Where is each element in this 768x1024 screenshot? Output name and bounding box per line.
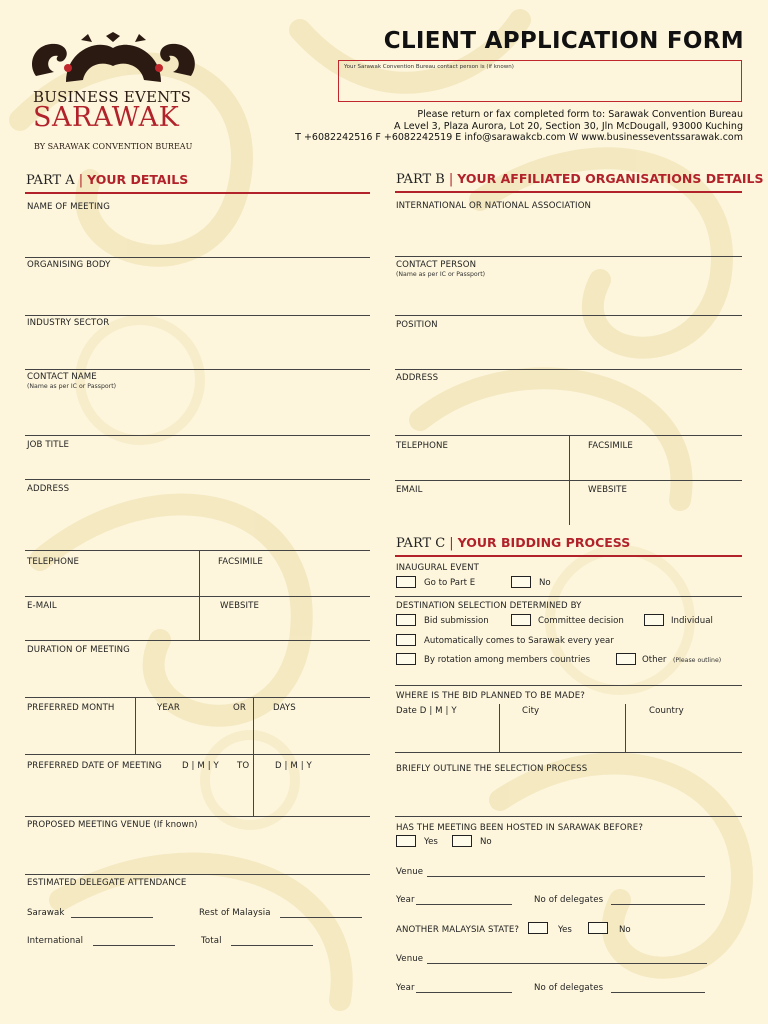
year-c-label: Year [396, 895, 415, 905]
inaugural-go-to-part-e-checkbox[interactable] [396, 576, 416, 588]
or-label: OR [233, 703, 246, 713]
part-c-title: YOUR BIDDING PROCESS [457, 535, 631, 550]
return-instructions: Please return or fax completed form to: Sarawak Convention Bureau [417, 109, 743, 120]
delegates-c-field[interactable] [611, 904, 705, 905]
association-label: INTERNATIONAL OR NATIONAL ASSOCIATION [396, 201, 592, 211]
venue-c-label: Venue [396, 867, 424, 877]
international-label: International [27, 936, 84, 946]
contact-name-note: (Name as per IC or Passport) [27, 383, 117, 390]
year-c-field[interactable] [416, 904, 512, 905]
outline-field[interactable] [395, 816, 742, 817]
logo-line-business-events: BUSINESS EVENTS [33, 88, 192, 106]
part-b-title: YOUR AFFILIATED ORGANISATIONS DETAILS [457, 171, 764, 186]
bid-submission-label: Bid submission [424, 616, 489, 626]
contact-person-field[interactable] [395, 315, 742, 316]
year-c2-field[interactable] [416, 992, 512, 993]
email-label: E-MAIL [27, 601, 57, 611]
where-bid-label: WHERE IS THE BID PLANNED TO BE MADE? [396, 691, 585, 701]
logo-line-bureau: BY SARAWAK CONVENTION BUREAU [34, 142, 193, 151]
part-a-rule [25, 192, 370, 194]
part-c-heading: PART C | YOUR BIDDING PROCESS [396, 535, 631, 551]
job-title-field[interactable] [25, 479, 370, 480]
sarawak-attendance-field[interactable] [71, 917, 153, 918]
another-state-no-checkbox[interactable] [588, 922, 608, 934]
bureau-address: A Level 3, Plaza Aurora, Lot 20, Section 30, Jln McDougall, 93000 Kuching [394, 121, 743, 132]
inaugural-no-checkbox[interactable] [511, 576, 531, 588]
position-field[interactable] [395, 369, 742, 370]
hosted-before-label: HAS THE MEETING BEEN HOSTED IN SARAWAK BEFORE? [396, 823, 643, 833]
delegates-c2-label: No of delegates [534, 983, 604, 993]
inaugural-label: INAUGURAL EVENT [396, 563, 480, 573]
international-attendance-field[interactable] [93, 945, 175, 946]
industry-sector-label: INDUSTRY SECTOR [27, 318, 110, 328]
inaugural-no-label: No [539, 578, 551, 588]
contact-person-box-label: Your Sarawak Convention Bureau contact person is (if known) [344, 64, 514, 70]
year-days-divider [253, 697, 254, 817]
hosted-yes-label: Yes [424, 837, 438, 847]
rest-of-malaysia-field[interactable] [280, 917, 362, 918]
city-country-divider [625, 704, 626, 752]
tel-fax-divider [199, 550, 200, 640]
preferred-date-to-format: D | M | Y [275, 761, 312, 771]
attendance-label: ESTIMATED DELEGATE ATTENDANCE [27, 878, 187, 888]
days-label: DAYS [273, 703, 296, 713]
organising-body-field[interactable] [25, 315, 370, 316]
venue-label: PROPOSED MEETING VENUE (If known) [27, 820, 198, 830]
other-label: Other [642, 655, 667, 665]
date-city-divider [499, 704, 500, 752]
total-attendance-field[interactable] [231, 945, 313, 946]
part-a-heading: PART A | YOUR DETAILS [26, 172, 189, 188]
job-title-label: JOB TITLE [27, 440, 70, 450]
hosted-no-checkbox[interactable] [452, 835, 472, 847]
part-a-label: PART A [26, 173, 75, 188]
preferred-month-field[interactable] [25, 754, 370, 755]
email-website-field[interactable] [25, 640, 370, 641]
logo-emblem [26, 32, 201, 90]
contact-person-label: CONTACT PERSON [396, 260, 477, 270]
sarawak-label: Sarawak [27, 908, 65, 918]
hosted-no-label: No [480, 837, 492, 847]
part-b-rule [395, 191, 742, 193]
bid-date-label: Date D | M | Y [396, 706, 457, 716]
hosted-yes-checkbox[interactable] [396, 835, 416, 847]
b-email-label: EMAIL [396, 485, 423, 495]
b-telephone-facsimile-field[interactable] [395, 480, 742, 481]
committee-decision-checkbox[interactable] [511, 614, 531, 626]
rotation-label: By rotation among members countries [424, 655, 591, 665]
rest-of-malaysia-label: Rest of Malaysia [199, 908, 271, 918]
b-website-label: WEBSITE [588, 485, 628, 495]
part-b-label: PART B [396, 172, 445, 187]
preferred-date-from-format: D | M | Y [182, 761, 219, 771]
b-facsimile-label: FACSIMILE [588, 441, 633, 451]
bid-country-label: Country [649, 706, 684, 716]
b-address-label: ADDRESS [396, 373, 439, 383]
organising-body-label: ORGANISING BODY [27, 260, 111, 270]
committee-decision-label: Committee decision [538, 616, 624, 626]
outline-label: BRIEFLY OUTLINE THE SELECTION PROCESS [396, 764, 588, 774]
delegates-c2-field[interactable] [611, 992, 705, 993]
individual-label: Individual [671, 616, 713, 626]
bid-location-field[interactable] [395, 752, 742, 753]
total-label: Total [201, 936, 222, 946]
year-c2-label: Year [396, 983, 415, 993]
venue-c2-label: Venue [396, 954, 424, 964]
duration-field[interactable] [25, 697, 370, 698]
bid-city-label: City [522, 706, 540, 716]
logo-line-sarawak: SARAWAK [33, 102, 180, 133]
destination-label: DESTINATION SELECTION DETERMINED BY [396, 601, 582, 611]
another-state-yes-checkbox[interactable] [528, 922, 548, 934]
rotation-checkbox[interactable] [396, 653, 416, 665]
industry-sector-field[interactable] [25, 369, 370, 370]
venue-c2-field[interactable] [427, 963, 707, 964]
another-state-no-label: No [619, 925, 631, 935]
year-label: YEAR [157, 703, 180, 713]
facsimile-label: FACSIMILE [218, 557, 263, 567]
other-checkbox[interactable] [616, 653, 636, 665]
delegates-c-label: No of delegates [534, 895, 604, 905]
b-telephone-label: TELEPHONE [396, 441, 449, 451]
preferred-date-field[interactable] [25, 816, 370, 817]
association-field[interactable] [395, 256, 742, 257]
month-year-divider [135, 697, 136, 754]
to-label: TO [237, 761, 250, 771]
address-label: ADDRESS [27, 484, 70, 494]
position-label: POSITION [396, 320, 438, 330]
another-state-label: ANOTHER MALAYSIA STATE? [396, 925, 520, 935]
part-c-label: PART C [396, 536, 446, 551]
address-field[interactable] [25, 550, 370, 551]
contact-person-note: (Name as per IC or Passport) [396, 271, 486, 278]
automatically-checkbox[interactable] [396, 634, 416, 646]
name-of-meeting-field[interactable] [25, 257, 370, 258]
bureau-contacts: T +6082242516 F +6082242519 E info@sarawakcb.com W www.businesseventssarawak.com [295, 132, 743, 143]
inaugural-rule [395, 596, 742, 597]
part-b-heading: PART B | YOUR AFFILIATED ORGANISATIONS DETAILS [396, 171, 764, 187]
contact-name-label: CONTACT NAME [27, 372, 97, 382]
preferred-month-label: PREFERRED MONTH [27, 703, 115, 713]
preferred-date-label: PREFERRED DATE OF MEETING [27, 761, 162, 771]
telephone-facsimile-field[interactable] [25, 596, 370, 597]
go-to-part-e-label: Go to Part E [424, 578, 476, 588]
bid-submission-checkbox[interactable] [396, 614, 416, 626]
part-a-title: YOUR DETAILS [87, 172, 189, 187]
duration-label: DURATION OF MEETING [27, 645, 130, 655]
automatically-label: Automatically comes to Sarawak every year [424, 636, 614, 646]
part-c-rule [395, 555, 742, 557]
another-state-yes-label: Yes [558, 925, 572, 935]
venue-field[interactable] [25, 874, 370, 875]
contact-person-box[interactable] [338, 60, 742, 102]
form-title: CLIENT APPLICATION FORM [383, 28, 744, 54]
destination-rule [395, 685, 742, 686]
contact-name-field[interactable] [25, 435, 370, 436]
other-note: (Please outline) [673, 657, 722, 664]
name-of-meeting-label: NAME OF MEETING [27, 202, 110, 212]
telephone-label: TELEPHONE [27, 557, 80, 567]
website-label: WEBSITE [220, 601, 260, 611]
individual-checkbox[interactable] [644, 614, 664, 626]
venue-c-field[interactable] [427, 876, 705, 877]
